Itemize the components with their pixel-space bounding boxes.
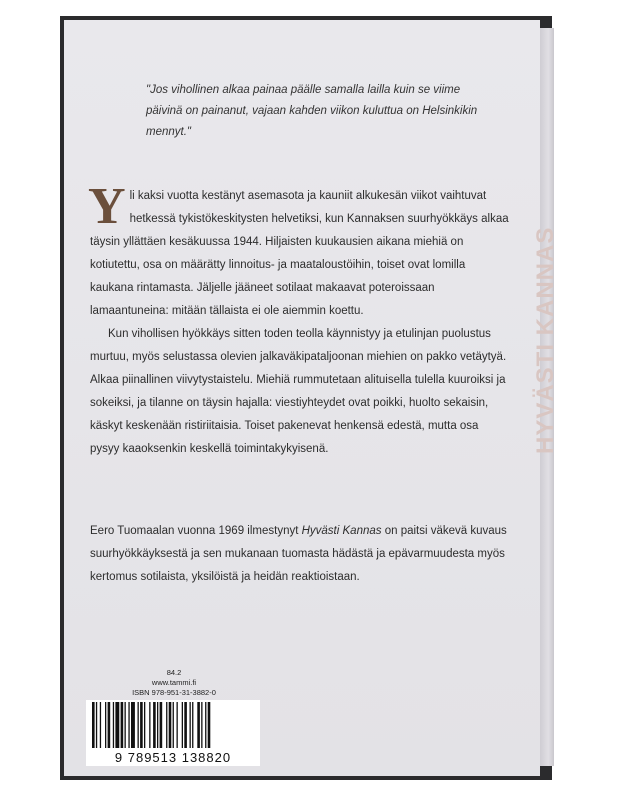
cover-quote: "Jos vihollinen alkaa painaa päälle samalla lailla kuin se viime päivinä on painanut, vajaan kahden viikon kuluttua on Helsinkikin mennyt."	[146, 84, 478, 138]
barcode-digits: 9 789513 138820	[114, 750, 232, 765]
publisher-website: www.tammi.fi	[151, 678, 197, 687]
blurb-paragraph-3-post: on paitsi väkevä kuvaus suurhyökkäyksestä ja sen mukanaan tuomasta hädästä ja epävarmuudesta myös kertomus sotilaista, yksilöistä ja heidän reaktioistaan.	[90, 525, 507, 583]
blurb-paragraph-1	[88, 178, 510, 323]
publisher-imprint	[88, 668, 260, 698]
barcode-bar	[192, 702, 193, 748]
blurb-text	[88, 178, 510, 461]
barcode-bar	[177, 702, 178, 748]
barcode-bar	[190, 702, 191, 748]
barcode-bar	[131, 702, 135, 748]
barcode	[86, 700, 260, 766]
barcode-bar	[149, 702, 150, 748]
barcode-bar	[201, 702, 202, 748]
classification-code: 84.2	[166, 668, 182, 677]
barcode-bar	[121, 702, 124, 748]
blurb-paragraph-1-text: li kaksi vuotta kestänyt asemasota ja kauniit alkukesän viikot vaihtuvat hetkessä tykistökeskitysten helvetiksi, kun Kannaksen suurhyökkäys alkaa täysin yllättäen kesäkuussa 1944. Hiljaisten kuukausien aikana miehiä on kotiutettu, osa on määrätty linnoitus- ja maataloustöihin, toiset ovat lomilla kaukana rintamasta. Jäljelle jääneet sotilaat makaavat poteroissaan lamaantuneina: mitään tällaista ei ole aiemmin koettu.	[90, 190, 509, 317]
barcode-bar	[197, 702, 200, 748]
barcode-bar	[100, 702, 101, 748]
barcode-bar	[153, 702, 156, 748]
barcode-bar	[140, 702, 143, 748]
drop-cap: Y	[88, 178, 126, 235]
isbn-text: ISBN 978-951-31-3882-0	[132, 688, 216, 697]
barcode-bar	[166, 702, 167, 748]
barcode-bar	[205, 702, 206, 748]
book-title-emphasis: Hyvästi Kannas	[301, 525, 382, 537]
barcode-bar	[108, 702, 111, 748]
blurb-paragraph-2: Kun vihollisen hyökkäys sitten toden teolla käynnistyy ja etulinjan puolustus murtuu, myös selustassa olevien jalkaväkipataljoonan miehien on pakko vetäytyä. Alkaa piinallinen viivytystaistelu. Miehiä rummutetaan alituisella tulella kuuroiksi ja sokeiksi, ja tilanne on täysin hajalla: viestiyhteydet ovat poikki, huolto sekaisin, käskyt keskenään ristiriitaisia. Toiset pakenevat henkensä edestä, mutta osa pysyy kaaoksenkin keskellä toimintakykyisenä.	[90, 328, 507, 455]
barcode-bar	[184, 702, 187, 748]
barcode-bar	[92, 702, 95, 748]
barcode-bar	[173, 702, 174, 748]
barcode-bar	[128, 702, 129, 748]
barcode-bar	[169, 702, 172, 748]
barcode-bar	[115, 702, 119, 748]
barcode-bar	[144, 702, 145, 748]
barcode-bar	[182, 702, 183, 748]
barcode-bar	[208, 702, 211, 748]
barcode-bar	[113, 702, 114, 748]
spine-title: HYVÄSTI KANNAS	[532, 226, 559, 454]
barcode-bar	[160, 702, 163, 748]
blurb-paragraph-3-pre: Eero Tuomaalan vuonna 1969 ilmestynyt	[90, 525, 302, 537]
barcode-bar	[157, 702, 158, 748]
blurb-paragraph-3	[90, 520, 510, 589]
barcode-bar	[138, 702, 139, 748]
barcode-bar	[105, 702, 106, 748]
barcode-bar	[125, 702, 126, 748]
barcode-bar	[96, 702, 97, 748]
barcode-bars-icon	[88, 702, 258, 750]
